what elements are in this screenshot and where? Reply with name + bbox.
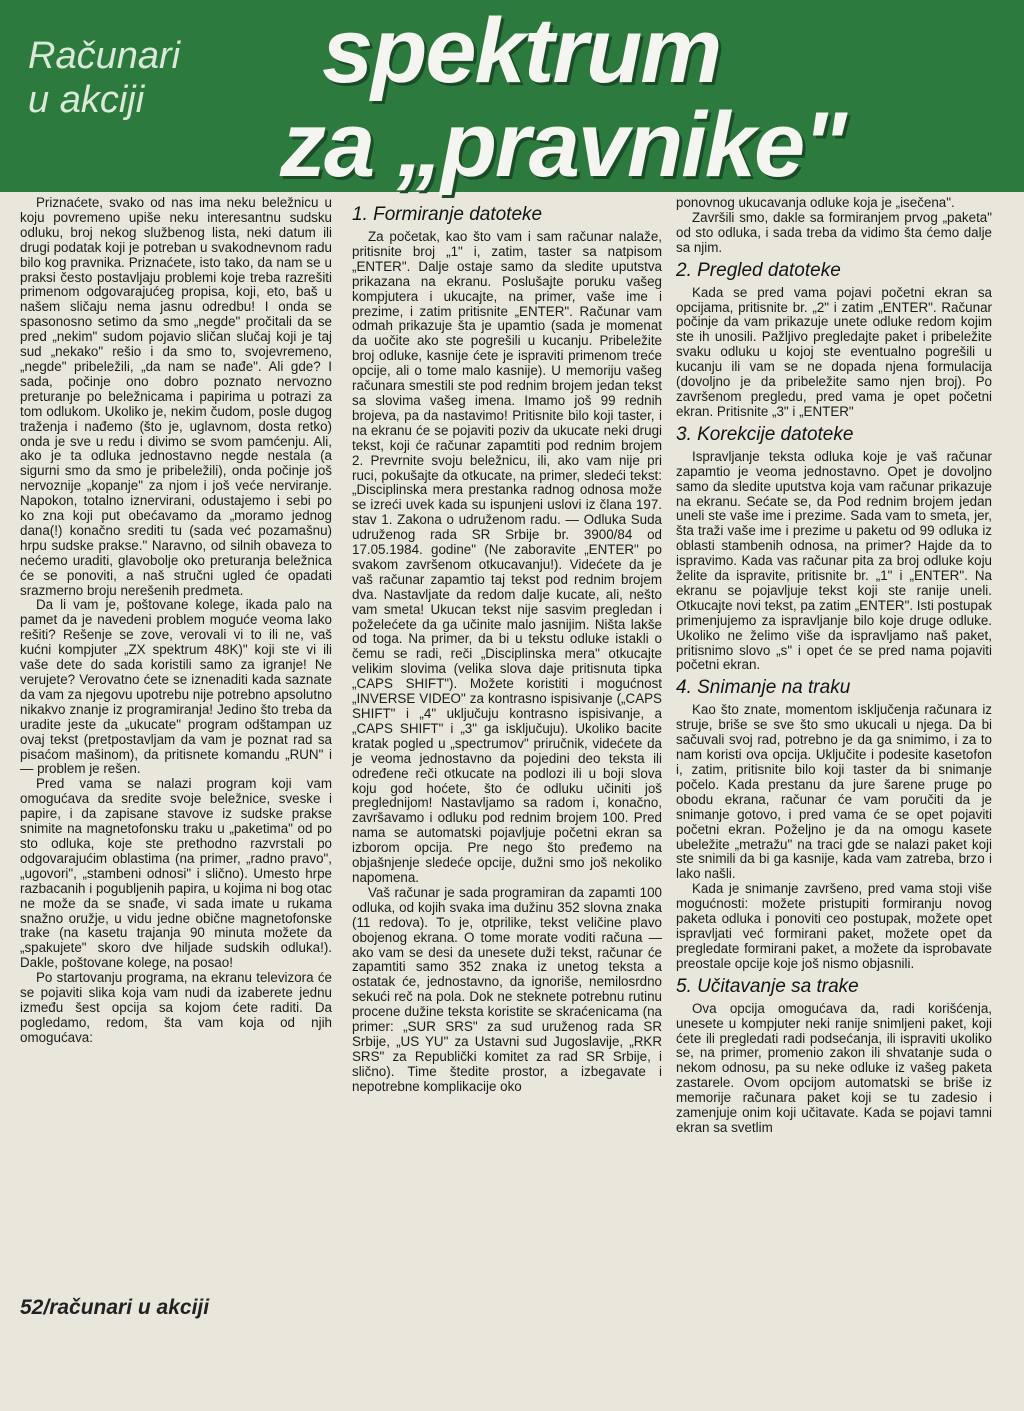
section-heading: 1. Formiranje datoteke: [352, 204, 543, 225]
paragraph: Priznaćete, svako od nas ima neku beležnicu u koju povremeno upiše neku interesantnu sudsku odluku, broj nekog službenog lista, neki datum ili drugi podatak koji je potreban u svakodnevnom radu bilo kog pravnika. Priznaćete, isto tako, da nam se u praksi često postavljaju problemi koje treba razrešiti primenom odgovarajućeg propisa, koji, eto, baš u našem sličaju nema jasnu odredbu! I onda se spasonosno setimo da smo „negde" pročitali da se pred „nekim" sudom pojavio sličan slučaj koji je taj sud „nekako" rešio i da smo to, svojevremeno, „negde" pribeležili, „da nam se nađe". Ali gde? I sada, počinje ono dobro poznato nervozno preturanje po beležnicama i papirima u potrazi za tom odlukom. Ukoliko je, nekim čudom, posle dugog traženja i nađemo (što je, uglavnom, dosta retko) onda je sve u redu i divimo se svom pamćenju. Ali, ako je ta odluka jednostavno negde nestala (a sigurni smo da smo je pribeležili), onda počinje još nervoznije „kopanje" za njom i još veće nerviranje. Napokon, totalno iznervirani, odustajemo i sebi po ko zna koji put obećavamo da „moramo jednog dana(!) konačno srediti tu (sada već pozamašnu) hrpu sudske prakse." Naravno, od silnih obaveza to nećemo uraditi, glavobolje oko preturanja beležnica će se ponoviti, a naš stručni ugled će opadati srazmerno broju nerešenih predmeta.: [20, 195, 332, 598]
paragraph: Za početak, kao što vam i sam računar nalaže, pritisnite broj „1" i, zatim, taster sa natpisom „ENTER". Dalje ostaje samo da sledite uputstva prikazana na ekranu. Poslušajte poruku vašeg kompjutera i ukucajte, na primer, vaše ime i prezime, i zatim pritisnite „ENTER". Računar vam odmah prikazuje šta je upamtio (sada je momenat da uočite ako ste pogrešili u kucanju. Pribeležite broj odluke, kasnije ćete je ispraviti primenom treće opcije, ali o tome malo kasnije). U memoriju vašeg računara smestili ste pod rednim brojem jedan tekst sa slovima vašeg imena. Imamo još 99 rednih brojeva, pa da nastavimo! Pritisnite bilo koji taster, i na ekranu će se pojaviti poziv da ukucate neki drugi tekst, koji će računar zapamtiti pod rednim brojem 2. Prevrnite svoju beležnicu, ili, ako vam nije pri ruci, pokušajte da otkucate, na primer, sledeći tekst: „Disciplinska mera prestanka radnog odnosa može se izreći uvek kada su ispunjeni uslovi iz člana 197. stav 1. Zakona o udruženom radu. — Odluka Suda udruženog rada SR Srbije br. 3900/84 od 17.05.1984. godine" (Ne zaboravite „ENTER" po svakom završenom otkucavanju!). Videćete da je vaš računar zapamtio taj tekst pod rednim brojem dva. Nastavljate da redom dalje kucate, ali, nešto vam smeta! Ukucan tekst nije sasvim pregledan i poželećete da ga učinite malo jasnijim. Ništa lakše od toga. Na primer, da bi u tekstu odluke istakli o čemu se radi, reči „Disciplinska mera" otkucajte velikim slovima (velika slova daje pritisnuta tipka „CAPS SHIFT"). Možete koristiti i mogućnost „INVERSE VIDEO" za kontrasno ispisivanje („CAPS SHIFT" i „4" uključuju kontrasno ispisivanje, a „CAPS SHIFT" i „3" ga isključuju). Ukoliko bacite kratak pogled u „spectrumov" priručnik, videćete da je veoma jednostavno da pojedini deo teksta ili određene reči otkucate na podlozi ili u boji slova koju god hoćete, što će odluku učiniti još preglednijom! Nastavljamo sa radom i, konačno, završavamo i odluku pod rednim brojem 100. Pred nama se automatski pojavljuje početni ekran sa izborom opcija. Pre nego što pređemo na objašnjenje sledeće opcije, dužni smo još nekoliko napomena.: [352, 229, 662, 885]
page-footer: 52/računari u akciji: [20, 1296, 210, 1319]
article-title-line1: spektrum: [322, 0, 721, 102]
section-label-line1: Računari: [28, 35, 181, 77]
section-heading: 5. Učitavanje sa trake: [676, 975, 859, 997]
paragraph: Kada je snimanje završeno, pred vama stoji više mogućnosti: možete pristupiti formiranju novog paketa odluka i ponoviti ceo postupak, možete opet ispravljati već formirani paket, možete opet da pregledate formirani paket, a možete da isprobavate preostale opcije koje još nismo objasnili.: [676, 881, 992, 971]
paragraph: Ova opcija omogućava da, radi korišćenja, unesete u kompjuter neki ranije snimljeni paket, koji ćete ili pregledati radi podsećanja, ili ispraviti ukoliko se, na primer, promenio zakon ili shvatanje suda o nekom odnosu, pa su neke odluke iz vašeg paketa zastarele. Ovom opcijom automatski se briše iz memorije računara paket koji se tu zadesio i zamenjuje onim koji učitavate. Kada se pojavi tamni ekran sa svetlim: [676, 1000, 992, 1135]
paragraph: ponovnog ukucavanja odluke koja je „isečena".: [676, 195, 955, 210]
paragraph: Završili smo, dakle sa formiranjem prvog „paketa" od sto odluka, i sada treba da vidimo šta ćemo dalje sa njim.: [676, 209, 992, 255]
header-banner: [0, 0, 1024, 196]
column-3: [676, 196, 992, 1136]
paragraph: Da li vam je, poštovane kolege, ikada palo na pamet da je navedeni problem moguće veoma lako rešiti? Rešenje se zove, verovali vi to ili ne, vaš kućni kompjuter „ZX spektrum 48K)" koji ste vi ili vaše dete do sada koristili samo za igranje! Ne verujete? Verovatno ćete se iznenaditi kada saznate da vam za njegovu upotrebu nije potrebno apsolutno nikakvo znanje iz programiranja! Jedino što treba da uradite jeste da „ukucate" program odštampan uz ovaj tekst (pretpostavljam da vam je poznat rad sa pisaćom mašinom), da pritisnete komandu „RUN" i — problem je rešen.: [20, 597, 332, 777]
paragraph: Vaš računar je sada programiran da zapamti 100 odluka, od kojih svaka ima dužinu 352 slovna znaka (11 redova). To je, otprilike, tekst veličine plavo obojenog ekrana. O tome morate voditi računa — ako vam se desi da unesete duži tekst, računar će zapamtiti samo 352 znaka iz unetog teksta a ostatak će, jednostavno, da ignoriše, nemilosrdno sekući reč na pola. Dok ne steknete potrebnu rutinu procene dužine teksta koristite se skraćenicama (na primer: „SUR SRS" za sud uruženog rada SR Srbije, „US YU" za Ustavni sud Jugoslavije, „RKR SRS" za Republički komitet za rad SR Srbije, i slično). Time štedite prostor, a izbegavate i nepotrebne komplikacije oko: [352, 884, 662, 1094]
column-1: [20, 196, 332, 1046]
article-title-line2: za „pravnike": [280, 94, 845, 196]
paragraph: Po startovanju programa, na ekranu televizora će se pojaviti slika koja vam nudi da izaberete jednu između šest opcija sa kojom ćete raditi. Da pogledamo, redom, šta vam koja od njih omogućava:: [20, 970, 332, 1045]
section-heading: 3. Korekcije datoteke: [676, 423, 854, 445]
paragraph: Ispravljanje teksta odluka koje je vaš računar zapamtio je veoma jednostavno. Opet je dovoljno samo da sledite uputstva koja vam računar prikazuje na ekranu. Sećate se, da Pod rednim brojem jedan uneli ste vaše ime i prezime. Sada vam to smeta, jer, šta traži vaše ime i prezime u paketu od 99 odluka iz oblasti stambenih odnosa, na primer? Hajde da to ispravimo. Kada vas računar pita za broj odluke koju želite da ispravite, pritisnite br. „1" i „ENTER". Na ekranu se pojavljuje tekst koji ste ranije uneli. Otkucajte novi tekst, pa zatim „ENTER". Isti postupak primenjujemo za ispravljanje bilo koje druge odluke. Ukoliko ne želimo više da ispravljamo naš paket, pritisnimo slovo „s" i opet će se pred nama pojaviti početni ekran.: [676, 448, 992, 673]
paragraph: Pred vama se nalazi program koji vam omogućava da sredite svoje beležnice, sveske i papire, i da zapisane stavove iz sudske prakse snimite na magnetofonsku traku u „paketima" od po sto odluka, koje ste prethodno razvrstali po odgovarajućim oblastima (na primer, „radno pravo", „ugovori", „stambeni odnosi" i slično). Umesto hrpe razbacanih i pogubljenih papira, u kojima ni bog otac ne može da se snađe, vi sada imate u rukama snažno oružje, u vidu jedne obične magnetofonske trake (na kasetu trajanja 90 minuta možete da „spakujete" skoro dve hiljade sudskih odluka!). Dakle, poštovane kolege, na posao!: [20, 776, 332, 971]
paragraph: Kao što znate, momentom isključenja računara iz struje, briše se sve što smo ukucali u njega. Da bi sačuvali svoj rad, potrebno je da ga snimimo, i za to nam koristi ova opcija. Uključite i podesite kasetofon i, zatim, pritisnite bilo koji taster da bi snimanje počelo. Kada prestanu da jure šarene pruge po obodu ekrana, računar će vam poručiti da je snimanje gotovo, i pred vama će se opet pojaviti početni ekran. Poželjno je da na omogu kasete ubeležite „metražu" na traci gde se nalazi paket koji ste snimili da bi ga kasnije, kada vam zatreba, brzo i lako našli.: [676, 702, 992, 882]
column-2: [352, 196, 662, 1095]
section-label: [28, 34, 180, 122]
section-label-line2: u akciji: [28, 79, 145, 121]
paragraph: Kada se pred vama pojavi početni ekran sa opcijama, pritisnite br. „2" i zatim „ENTER". Računar počinje da vam prikazuje unete odluke redom kojim ste ih unosili. Pažljivo pregledajte paket i pribeležite svaku odluku u kojoj ste eventualno pogrešili u kucanju ili vam se ne dopada njena formulacija (dovoljno je da pribeležite samo njen broj). Po završenom pregledu, pred vama je opet početni ekran. Pritisnite „3" i „ENTER": [676, 284, 992, 419]
section-heading: 4. Snimanje na traku: [676, 677, 851, 699]
section-heading: 2. Pregled datoteke: [676, 259, 841, 281]
article-title: [280, 0, 1020, 196]
